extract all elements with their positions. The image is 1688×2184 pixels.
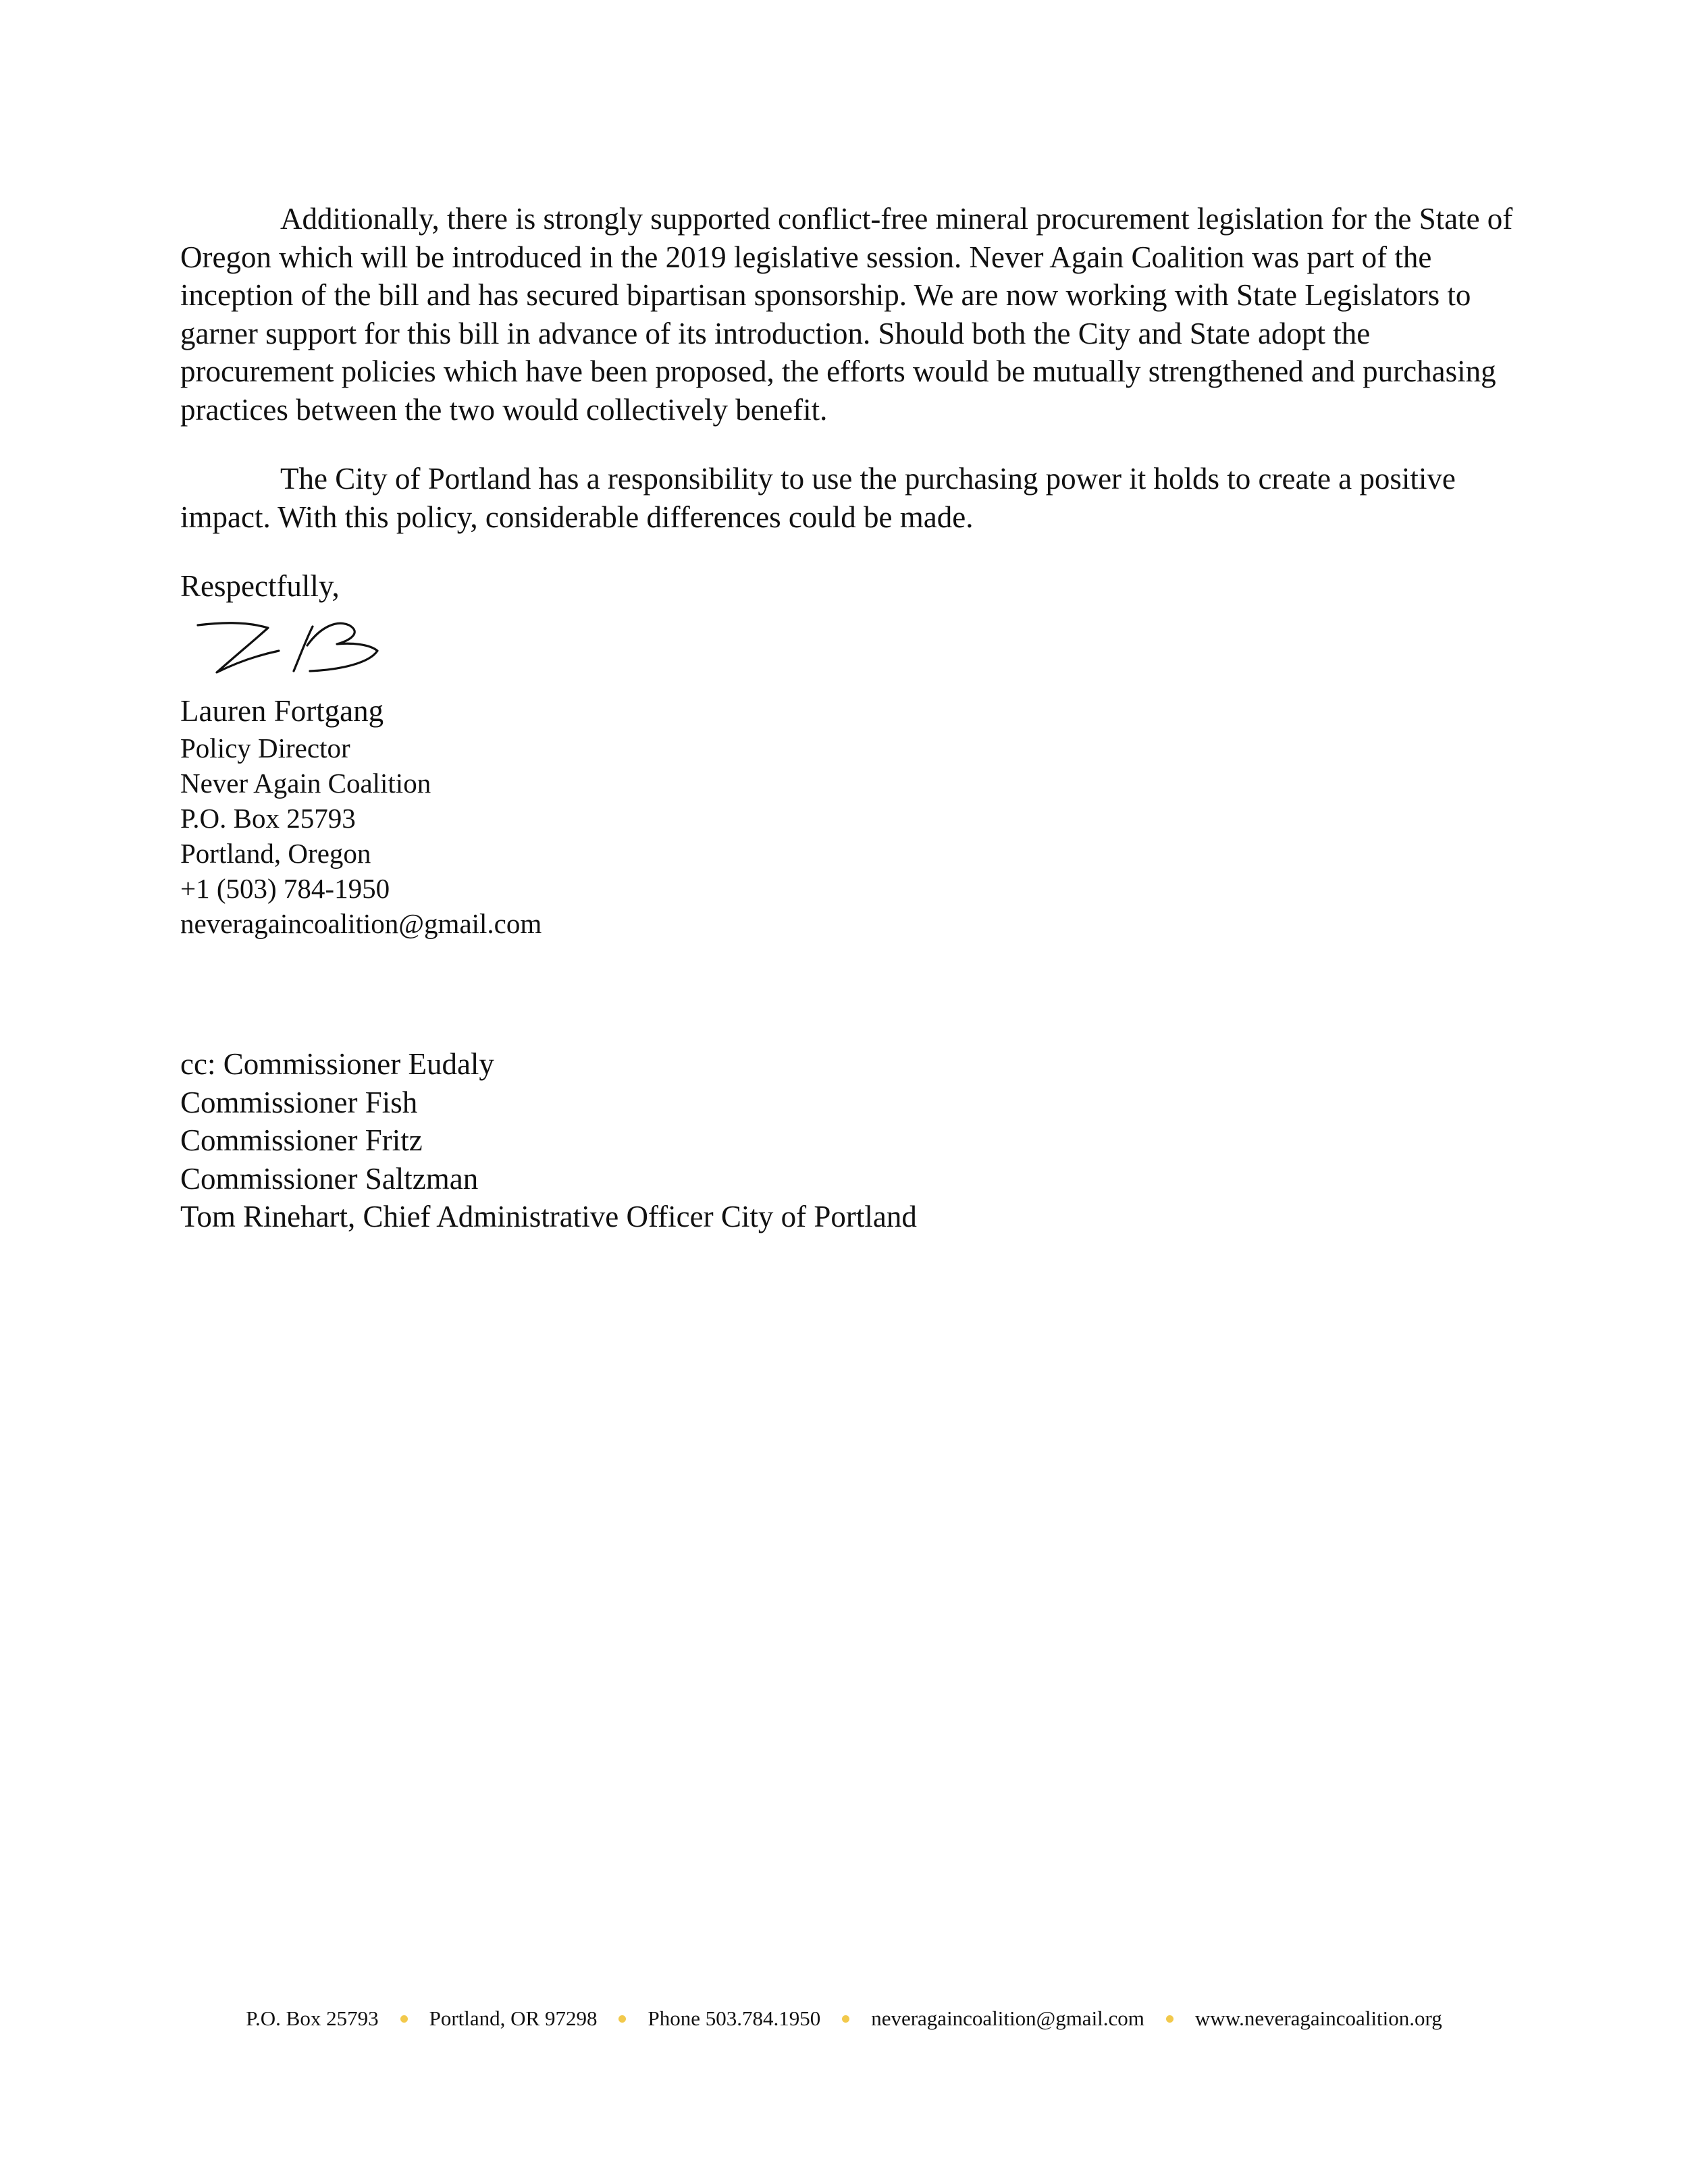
cc-line: Commissioner Fish: [180, 1085, 418, 1119]
cc-line: Tom Rinehart, Chief Administrative Officer City of Portland: [180, 1200, 917, 1233]
cc-list: [180, 1045, 917, 1236]
bullet-dot-icon: [400, 2015, 408, 2023]
footer-website: www.neveragaincoalition.org: [1194, 2006, 1442, 2030]
bullet-dot-icon: [842, 2015, 849, 2023]
cc-line: Commissioner Saltzman: [180, 1161, 479, 1196]
signer-po-box: P.O. Box 25793: [180, 803, 356, 834]
closing: Respectfully,: [180, 569, 340, 603]
signer-title: Policy Director: [180, 733, 350, 764]
signer-email: neveragaincoalition@gmail.com: [180, 908, 542, 939]
footer-email: neveragaincoalition@gmail.com: [871, 2006, 1144, 2030]
signature-image: [192, 613, 395, 687]
signer-name: Lauren Fortgang: [180, 694, 384, 728]
footer-phone: Phone 503.784.1950: [648, 2006, 821, 2030]
signer-organization: Never Again Coalition: [180, 768, 431, 799]
signer-city-state: Portland, Oregon: [180, 838, 371, 869]
letter-body: [180, 200, 1514, 941]
footer-po-box: P.O. Box 25793: [246, 2006, 379, 2030]
cc-line: cc: Commissioner Eudaly: [180, 1047, 494, 1081]
footer-address: Portland, OR 97298: [429, 2006, 598, 2030]
signer-phone: +1 (503) 784-1950: [180, 873, 390, 904]
paragraph-legislation: Additionally, there is strongly supported conflict-free mineral procurement legislation for the State of Oregon which will be introduced in the 2019 legislative session. Never Again Coalition was part of the inception of the bill and has secured bipartisan sponsorship. We are now working with State Legislators to garner support for this bill in advance of its introduction. Should both the City and State adopt the procurement policies which have been proposed, the efforts would be mutually strengthened and purchasing practices between the two would collectively benefit.: [180, 202, 1513, 427]
bullet-dot-icon: [618, 2015, 626, 2023]
cc-line: Commissioner Fritz: [180, 1123, 423, 1157]
bullet-dot-icon: [1166, 2015, 1173, 2023]
paragraph-purchasing-power: The City of Portland has a responsibility to use the purchasing power it holds to create a positive impact. With this policy, considerable differences could be made.: [180, 462, 1456, 534]
letterhead-footer: [0, 2006, 1688, 2031]
